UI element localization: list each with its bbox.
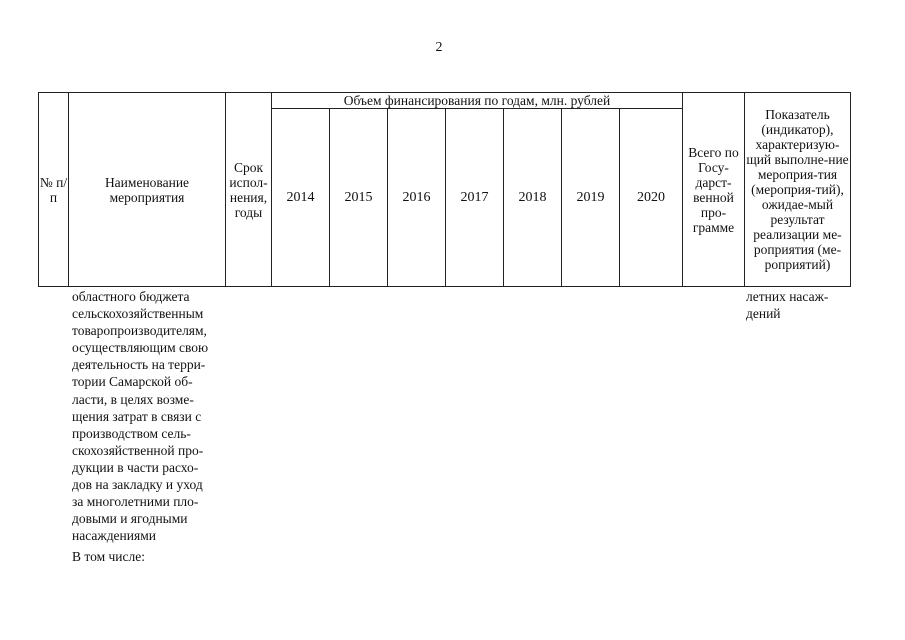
header-cell-financing	[272, 93, 683, 109]
measure-name-line: осуществляющим свою	[72, 340, 209, 356]
measure-name-line: довыми и ягодными	[72, 511, 188, 527]
header-cell-number	[39, 93, 69, 287]
page-number: 2	[435, 40, 443, 55]
indicator-line: дений	[746, 306, 781, 322]
header-term-label: Срок испол-нения, годы	[229, 159, 268, 220]
measure-name-line: щения затрат в связи с	[72, 408, 202, 424]
year-2015: 2015	[330, 109, 388, 287]
year-2020: 2020	[620, 109, 683, 287]
measure-name-line: тории Самарской об-	[72, 374, 193, 390]
financing-table-header	[38, 92, 851, 287]
year-2017: 2017	[446, 109, 504, 287]
measure-name-text	[72, 288, 228, 544]
measure-name-line: дов на закладку и уход	[72, 477, 203, 493]
header-number-label: № п/п	[39, 174, 68, 205]
header-cell-indicator	[745, 93, 851, 287]
header-cell-total	[683, 93, 745, 287]
subheading-text: В том числе:	[72, 549, 145, 564]
measure-name-line: скохозяйственной про-	[72, 442, 204, 458]
year-2014: 2014	[272, 109, 330, 287]
measure-name-line: за многолетними пло-	[72, 494, 199, 510]
header-name-label: Наименование мероприятия	[104, 174, 190, 205]
measure-name-line: товаропроизводителям,	[72, 323, 207, 339]
year-2018: 2018	[504, 109, 562, 287]
header-cell-name	[69, 93, 226, 287]
measure-name-line: областного бюджета	[72, 289, 190, 304]
measure-name-line: деятельность на терри-	[72, 357, 206, 373]
header-indicator-label: Показатель (индикатор), характеризую-щий выполне-ние мероприя-тия (мероприя-тий), ожидае-мый результат реализации ме-роприятия (ме-роприятий)	[746, 107, 849, 272]
header-financing-label: Объем финансирования по годам, млн. рублей	[343, 93, 611, 108]
measure-name-line: ласти, в целях возме-	[72, 391, 194, 407]
measure-name-line: насаждениями	[72, 528, 156, 544]
year-2019: 2019	[562, 109, 620, 287]
indicator-line: летних насаж-	[746, 289, 829, 304]
measure-name-line: производством сель-	[72, 425, 191, 441]
header-cell-term	[226, 93, 272, 287]
measure-name-line: дукции в части расхо-	[72, 459, 199, 475]
measure-name-line: сельскохозяйственным	[72, 306, 204, 322]
header-total-label: Всего по Госу-дарст-венной про-грамме	[688, 144, 739, 235]
indicator-text	[746, 288, 848, 322]
year-2016: 2016	[388, 109, 446, 287]
